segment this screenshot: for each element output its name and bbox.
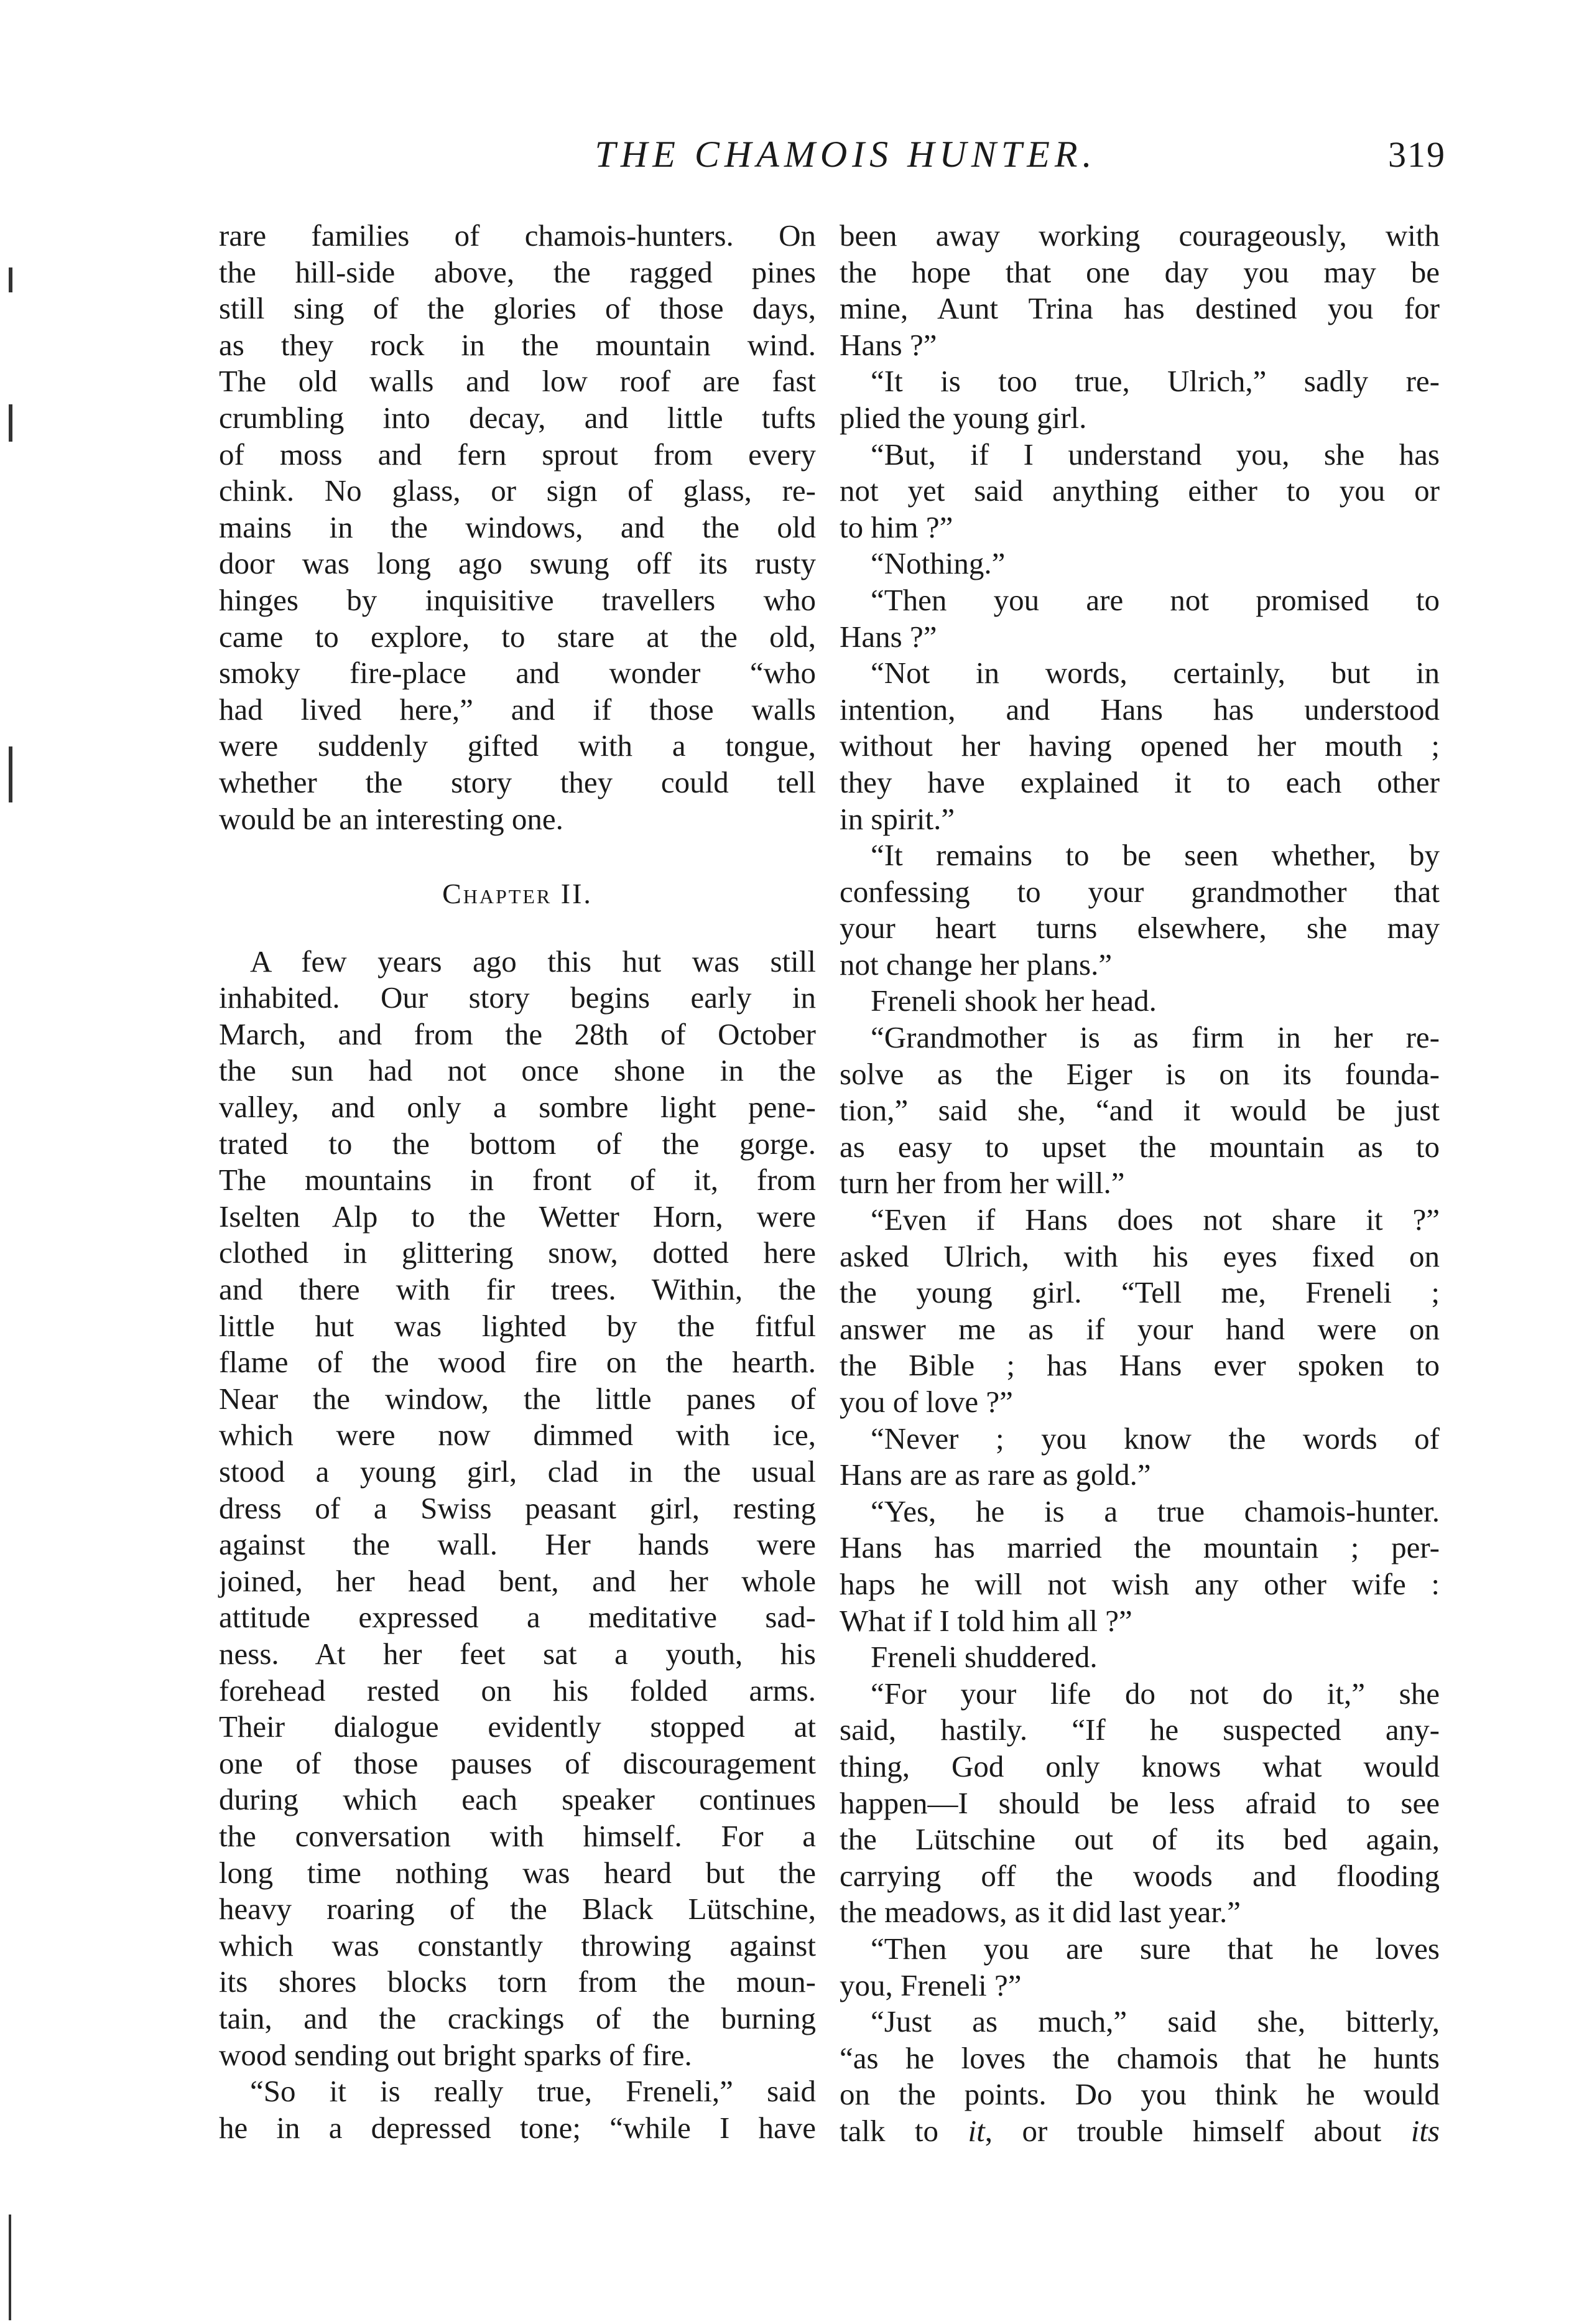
- text-line: the young girl. “Tell me, Freneli ;: [840, 1275, 1440, 1310]
- text-line: against the wall. Her hands were: [219, 1527, 816, 1562]
- left-paragraph-1: [219, 218, 816, 837]
- text-line: Hans are as rare as gold.”: [840, 1457, 1151, 1492]
- text-line: The mountains in front of it, from: [219, 1163, 816, 1197]
- text-line: you of love ?”: [840, 1385, 1013, 1419]
- text-line: “Then you are not promised to: [871, 582, 1440, 617]
- text-line: joined, her head bent, and her whole: [219, 1563, 816, 1598]
- text-line: “It remains to be seen whether, by: [871, 838, 1440, 873]
- text-line: heavy roaring of the Black Lütschine,: [219, 1892, 816, 1927]
- text-line: turn her from her will.”: [840, 1166, 1125, 1201]
- page-number: 319: [1388, 134, 1446, 175]
- text-line: Hans ?”: [840, 619, 937, 654]
- text-line: on the points. Do you think he would: [840, 2077, 1440, 2112]
- italic-word: its: [1410, 2113, 1440, 2148]
- scan-margin-mark: [9, 2215, 11, 2320]
- text-line: carrying off the woods and flooding: [840, 1858, 1440, 1893]
- text-line: Hans ?”: [840, 327, 937, 362]
- text-line: whether the story they could tell: [219, 765, 816, 799]
- text-line: tain, and the crackings of the burning: [219, 2001, 816, 2035]
- text-line: confessing to your grandmother that: [840, 874, 1440, 909]
- text-line: during which each speaker continues: [219, 1782, 816, 1817]
- text-line: you, Freneli ?”: [840, 1968, 1022, 2002]
- text-line: your heart turns elsewhere, she may: [840, 911, 1440, 946]
- text-line: came to explore, to stare at the old,: [219, 619, 816, 654]
- text-line: “Nothing.”: [871, 546, 1006, 581]
- scan-margin-mark: [9, 404, 12, 442]
- running-title: THE CHAMOIS HUNTER.: [595, 134, 1097, 175]
- text-line: March, and from the 28th of October: [219, 1016, 816, 1051]
- text-line: “Grandmother is as firm in her re-: [871, 1020, 1440, 1055]
- text-line: were suddenly gifted with a tongue,: [219, 728, 816, 763]
- text-line: the Bible ; has Hans ever spoken to: [840, 1348, 1440, 1383]
- text-line: as they rock in the mountain wind.: [219, 327, 816, 362]
- italic-word: it: [968, 2113, 985, 2148]
- text-line: to him ?”: [840, 509, 953, 544]
- text-line: the sun had not once shone in the: [219, 1053, 816, 1088]
- text-line: A few years ago this hut was still: [250, 944, 816, 978]
- text-line: which was constantly throwing against: [219, 1928, 816, 1963]
- text-line: long time nothing was heard but the: [219, 1855, 816, 1890]
- text-line: “as he loves the chamois that he hunts: [840, 2040, 1440, 2075]
- text-line: valley, and only a sombre light pene-: [219, 1090, 816, 1125]
- text-line: What if I told him all ?”: [840, 1603, 1132, 1638]
- text-line: Freneli shuddered.: [871, 1640, 1098, 1675]
- text-line: intention, and Hans has understood: [840, 692, 1440, 727]
- text-line: they have explained it to each other: [840, 765, 1440, 799]
- text-line: answer me as if your hand were on: [840, 1311, 1440, 1346]
- text-line: the Lütschine out of its bed again,: [840, 1822, 1440, 1857]
- text-line: dress of a Swiss peasant girl, resting: [219, 1490, 816, 1525]
- text-line: hinges by inquisitive travellers who: [219, 582, 816, 617]
- text-line: attitude expressed a meditative sad-: [219, 1600, 816, 1635]
- text-line: haps he will not wish any other wife :: [840, 1566, 1440, 1601]
- text-line: “Yes, he is a true chamois-hunter.: [871, 1494, 1440, 1528]
- text-line: which were now dimmed with ice,: [219, 1418, 816, 1452]
- text-line: wood sending out bright sparks of fire.: [219, 2037, 692, 2072]
- text-line: “For your life do not do it,” she: [871, 1676, 1440, 1711]
- text-line: “Never ; you know the words of: [871, 1421, 1440, 1456]
- text-line: its shores blocks torn from the moun-: [219, 1964, 816, 1999]
- text-line: [840, 2113, 1440, 2150]
- text-line: without her having opened her mouth ;: [840, 728, 1440, 763]
- text-line: door was long ago swung off its rusty: [219, 546, 816, 581]
- text-line: trated to the bottom of the gorge.: [219, 1126, 816, 1161]
- text-line: smoky fire-place and wonder “who: [219, 656, 816, 690]
- text-fragment: , or trouble himself about: [984, 2113, 1411, 2148]
- text-line: forehead rested on his folded arms.: [219, 1673, 816, 1708]
- text-line: The old walls and low roof are fast: [219, 364, 816, 399]
- text-line: chink. No glass, or sign of glass, re-: [219, 473, 816, 508]
- text-line: Near the window, the little panes of: [219, 1381, 816, 1416]
- text-line: the meadows, as it did last year.”: [840, 1895, 1241, 1930]
- text-line: “But, if I understand you, she has: [871, 437, 1440, 472]
- text-line: plied the young girl.: [840, 400, 1087, 435]
- text-line: thing, God only knows what would: [840, 1749, 1440, 1783]
- text-line: of moss and fern sprout from every: [219, 437, 816, 472]
- text-line: “Not in words, certainly, but in: [871, 656, 1440, 690]
- text-line: stood a young girl, clad in the usual: [219, 1454, 816, 1489]
- text-line: Hans has married the mountain ; per-: [840, 1530, 1440, 1565]
- text-line: one of those pauses of discouragement: [219, 1745, 816, 1780]
- text-line: tion,” said she, “and it would be just: [840, 1093, 1440, 1128]
- text-line: not yet said anything either to you or: [840, 473, 1440, 508]
- scan-margin-mark: [9, 746, 12, 802]
- text-line: ness. At her feet sat a youth, his: [219, 1636, 816, 1671]
- text-line: not change her plans.”: [840, 947, 1113, 982]
- text-line: “Just as much,” said she, bitterly,: [871, 2004, 1440, 2039]
- text-line: he in a depressed tone; “while I have: [219, 2110, 816, 2145]
- text-line: the hill-side above, the ragged pines: [219, 254, 816, 289]
- text-line: solve as the Eiger is on its founda-: [840, 1056, 1440, 1091]
- text-line: rare families of chamois-hunters. On: [219, 218, 816, 253]
- text-line: and there with fir trees. Within, the: [219, 1272, 816, 1307]
- text-line: had lived here,” and if those walls: [219, 692, 816, 727]
- text-line: “It is too true, Ulrich,” sadly re-: [871, 364, 1440, 399]
- text-line: in spirit.”: [840, 801, 955, 836]
- left-paragraph-2: [219, 944, 816, 2073]
- text-line: clothed in glittering snow, dotted here: [219, 1235, 816, 1270]
- text-line: mine, Aunt Trina has destined you for: [840, 291, 1440, 326]
- text-line: the conversation with himself. For a: [219, 1818, 816, 1853]
- right-column: [840, 218, 1440, 2149]
- text-line: the hope that one day you may be: [840, 254, 1440, 289]
- left-paragraph-3: [219, 2073, 816, 2146]
- text-line: been away working courageously, with: [840, 218, 1440, 253]
- text-line: happen—I should be less afraid to see: [840, 1785, 1440, 1820]
- scan-margin-mark: [9, 267, 12, 292]
- text-line: mains in the windows, and the old: [219, 509, 816, 544]
- text-line: would be an interesting one.: [219, 801, 563, 836]
- text-line: “Even if Hans does not share it ?”: [871, 1202, 1440, 1237]
- text-line: “Then you are sure that he loves: [871, 1931, 1440, 1966]
- text-line: Iselten Alp to the Wetter Horn, were: [219, 1199, 816, 1234]
- text-line: as easy to upset the mountain as to: [840, 1129, 1440, 1164]
- left-column: [219, 218, 816, 2146]
- text-line: little hut was lighted by the fitful: [219, 1308, 816, 1343]
- text-line: said, hastily. “If he suspected any-: [840, 1713, 1440, 1747]
- text-line: flame of the wood fire on the hearth.: [219, 1345, 816, 1380]
- text-line: asked Ulrich, with his eyes fixed on: [840, 1239, 1440, 1273]
- text-line: crumbling into decay, and little tufts: [219, 400, 816, 435]
- text-line: Their dialogue evidently stopped at: [219, 1709, 816, 1744]
- chapter-heading: Chapter II.: [442, 878, 593, 910]
- text-line: “So it is really true, Freneli,” said: [250, 2074, 816, 2109]
- text-fragment: talk to: [840, 2113, 968, 2148]
- text-line: inhabited. Our story begins early in: [219, 980, 816, 1015]
- text-line: Freneli shook her head.: [871, 983, 1157, 1018]
- text-line: still sing of the glories of those days,: [219, 291, 816, 326]
